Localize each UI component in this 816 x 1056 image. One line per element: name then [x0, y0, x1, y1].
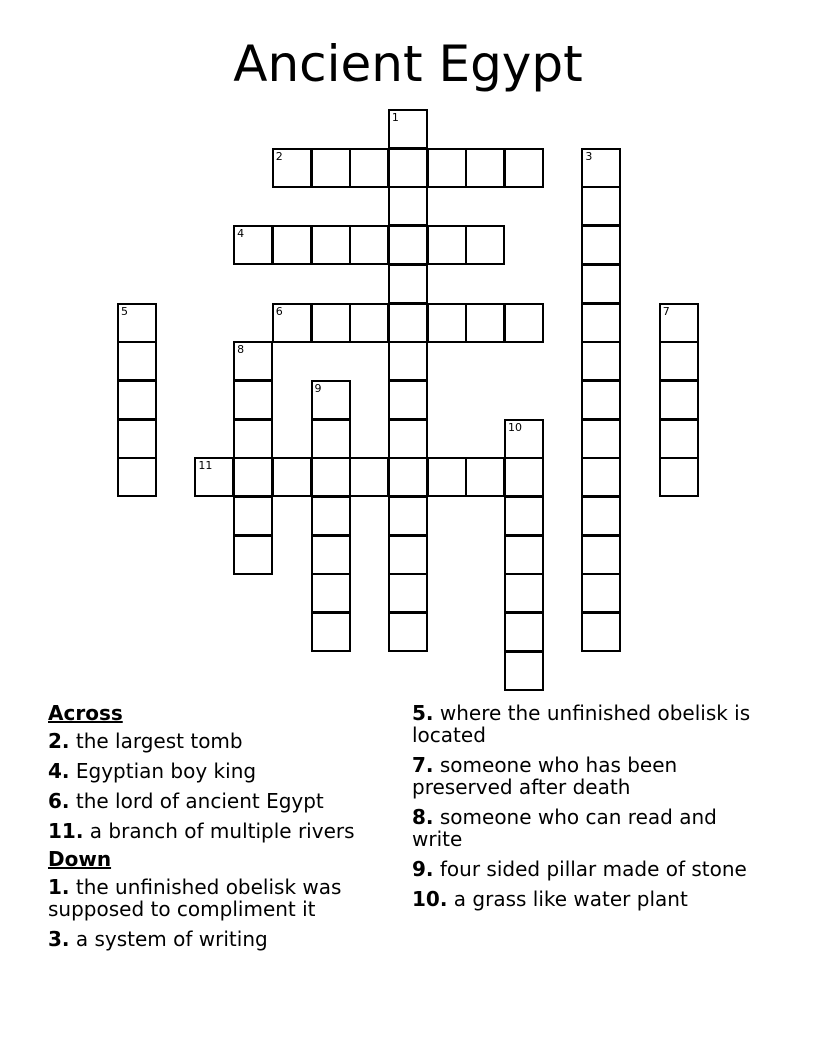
cell-number: 6	[275, 304, 283, 318]
clue-number: 9.	[412, 857, 434, 881]
clue-number: 1.	[48, 875, 70, 899]
clue-text: the largest tomb	[75, 729, 243, 753]
grid-cell[interactable]	[504, 496, 544, 536]
grid-cell[interactable]	[504, 612, 544, 652]
cell-number: 5	[121, 304, 128, 318]
grid-cell[interactable]	[311, 573, 351, 613]
cell-number: 10	[508, 420, 522, 434]
clue-down-1	[48, 876, 408, 920]
grid-cell[interactable]	[427, 225, 467, 265]
grid-cell[interactable]	[388, 612, 428, 652]
grid-cell[interactable]	[659, 341, 699, 381]
grid-cell[interactable]	[465, 148, 505, 188]
clue-across-11	[48, 820, 408, 842]
clue-number: 8.	[412, 805, 434, 829]
grid-cell[interactable]	[311, 380, 351, 420]
grid-cell[interactable]	[388, 186, 428, 226]
clue-number: 6.	[48, 789, 70, 813]
grid-cell[interactable]	[388, 109, 428, 149]
clue-down-9	[412, 858, 752, 880]
grid-cell[interactable]	[233, 341, 273, 381]
grid-cell[interactable]	[311, 457, 351, 497]
grid-cell[interactable]	[388, 148, 428, 188]
clues-left-column	[48, 702, 408, 958]
page-title: Ancient Egypt	[233, 35, 583, 93]
grid-cell[interactable]	[117, 457, 157, 497]
cell-number: 3	[585, 149, 593, 163]
grid-cell[interactable]	[581, 573, 621, 613]
grid-cell[interactable]	[311, 225, 351, 265]
cell-number: 9	[314, 381, 322, 395]
grid-cell[interactable]	[581, 303, 621, 343]
clue-text: Egyptian boy king	[75, 759, 257, 783]
clue-text: a branch of multiple rivers	[89, 819, 355, 843]
grid-cell[interactable]	[581, 148, 621, 188]
clue-down-7	[412, 754, 752, 798]
clue-down-5	[412, 702, 752, 746]
clue-number: 7.	[412, 753, 434, 777]
cell-number: 11	[198, 459, 213, 473]
grid-cell[interactable]	[388, 341, 428, 381]
grid-cell[interactable]	[272, 225, 312, 265]
clue-text: the unfinished obelisk was supposed to compliment it	[48, 875, 342, 921]
grid-cell[interactable]	[233, 419, 273, 459]
clue-text: where the unfinished obelisk is located	[412, 701, 751, 747]
grid-cell[interactable]	[388, 535, 428, 575]
grid-cell[interactable]	[388, 457, 428, 497]
grid-cell[interactable]	[272, 303, 312, 343]
grid-cell[interactable]	[581, 419, 621, 459]
grid-cell[interactable]	[465, 225, 505, 265]
grid-cell[interactable]	[581, 264, 621, 304]
clue-number: 5.	[412, 701, 434, 725]
grid-cell[interactable]	[311, 612, 351, 652]
grid-cell[interactable]	[349, 457, 389, 497]
grid-cell[interactable]	[117, 380, 157, 420]
grid-cell[interactable]	[311, 535, 351, 575]
across-heading: Across	[48, 701, 123, 725]
grid-cell[interactable]	[233, 457, 273, 497]
grid-cell[interactable]	[504, 419, 544, 459]
grid-cell[interactable]	[311, 148, 351, 188]
grid-cell[interactable]	[504, 303, 544, 343]
grid-cell[interactable]	[388, 225, 428, 265]
grid-cell[interactable]	[311, 496, 351, 536]
grid-cell[interactable]	[427, 457, 467, 497]
cell-number: 2	[275, 149, 283, 163]
grid-cell[interactable]	[504, 573, 544, 613]
grid-cell[interactable]	[465, 457, 505, 497]
grid-cell[interactable]	[349, 303, 389, 343]
clue-number: 4.	[48, 759, 70, 783]
grid-cell[interactable]	[117, 303, 157, 343]
grid-cell[interactable]	[581, 457, 621, 497]
grid-cell[interactable]	[349, 225, 389, 265]
grid-cell[interactable]	[427, 303, 467, 343]
clue-number: 3.	[48, 927, 70, 951]
grid-cell[interactable]	[388, 496, 428, 536]
clue-text: a system of writing	[75, 927, 268, 951]
grid-cell[interactable]	[581, 341, 621, 381]
grid-cell[interactable]	[581, 380, 621, 420]
cell-number: 1	[391, 111, 399, 124]
grid-cell[interactable]	[233, 225, 273, 265]
grid-cell[interactable]	[659, 457, 699, 497]
cell-number: 8	[237, 343, 245, 357]
clue-down-3	[48, 928, 408, 950]
grid-cell[interactable]	[117, 419, 157, 459]
grid-cell[interactable]	[427, 148, 467, 188]
clue-number: 2.	[48, 729, 70, 753]
clue-text: the lord of ancient Egypt	[75, 789, 324, 813]
clue-number: 10.	[412, 887, 448, 911]
grid-cell[interactable]	[233, 380, 273, 420]
clue-text: a grass like water plant	[453, 887, 688, 911]
clue-down-8	[412, 806, 752, 850]
clue-text: four sided pillar made of stone	[439, 857, 747, 881]
clue-across-4	[48, 760, 408, 782]
grid-cell[interactable]	[311, 303, 351, 343]
grid-cell[interactable]	[504, 651, 544, 691]
down-heading: Down	[48, 847, 112, 871]
grid-cell[interactable]	[581, 496, 621, 536]
grid-cell[interactable]	[504, 535, 544, 575]
grid-cell[interactable]	[388, 380, 428, 420]
clue-across-2	[48, 730, 408, 752]
clue-text: someone who can read and write	[412, 805, 717, 851]
grid-cell[interactable]	[194, 457, 234, 497]
grid-cell[interactable]	[388, 573, 428, 613]
clues-right-column	[412, 702, 752, 918]
grid-cell[interactable]	[117, 341, 157, 381]
grid-cell[interactable]	[659, 380, 699, 420]
grid-cell[interactable]	[272, 457, 312, 497]
cell-number: 7	[662, 304, 670, 318]
grid-cell[interactable]	[388, 264, 428, 304]
grid-cell[interactable]	[659, 419, 699, 459]
grid-cell[interactable]	[233, 496, 273, 536]
cell-number: 4	[237, 227, 245, 241]
grid-cell[interactable]	[388, 303, 428, 343]
grid-cell[interactable]	[659, 303, 699, 343]
grid-cell[interactable]	[581, 612, 621, 652]
grid-cell[interactable]	[233, 535, 273, 575]
grid-cell[interactable]	[504, 148, 544, 188]
grid-cell[interactable]	[349, 148, 389, 188]
grid-cell[interactable]	[465, 303, 505, 343]
clue-across-6	[48, 790, 408, 812]
grid-cell[interactable]	[388, 419, 428, 459]
grid-cell[interactable]	[581, 186, 621, 226]
grid-cell[interactable]	[581, 535, 621, 575]
clue-text: someone who has been preserved after death	[412, 753, 678, 799]
clue-number: 11.	[48, 819, 84, 843]
grid-cell[interactable]	[504, 457, 544, 497]
grid-cell[interactable]	[581, 225, 621, 265]
grid-cell[interactable]	[311, 419, 351, 459]
clue-down-10	[412, 888, 752, 910]
grid-cell[interactable]	[272, 148, 312, 188]
